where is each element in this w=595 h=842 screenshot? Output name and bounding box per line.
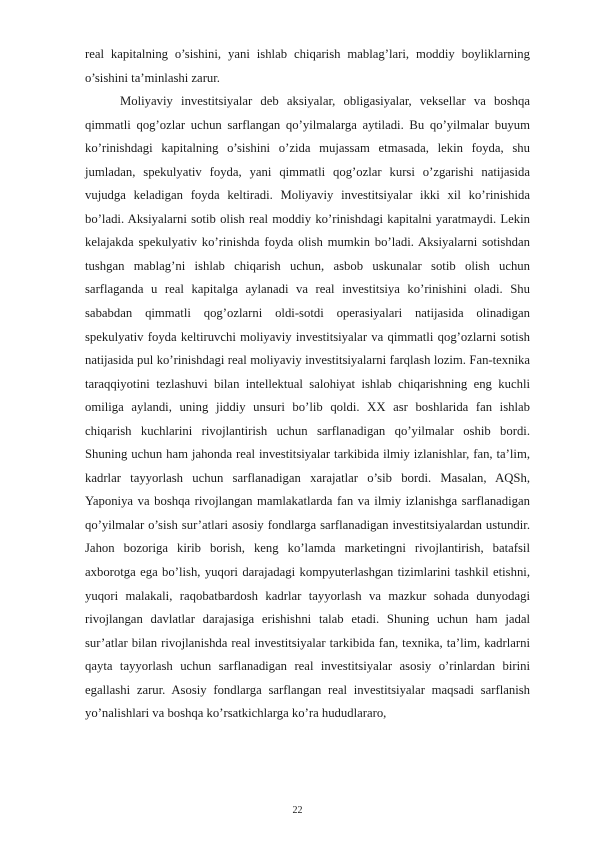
paragraph-continuation: real kapitalning o’sishini, yani ishlab chiqarish mablag’lari, moddiy boyliklarning o’sishini ta’minlashi zarur. bbox=[85, 47, 530, 85]
body-text bbox=[85, 43, 530, 726]
page-number: 22 bbox=[292, 805, 303, 816]
paragraph-financial-investments: Moliyaviy investitsiyalar deb aksiyalar, obligasiyalar, veksellar va boshqa qimmatli qog’ozlar uchun sarflangan qo’yilmalarga aytiladi. Bu qo’yilmalar buyum ko’rinishdagi kapitalning o’sishini o’zida mujassam etmasada, lekin foyda, shu jumladan, spekulyativ foyda, yani qimmatli qog’ozlar kursi o’zgarishi natijasida vujudga keladigan foyda keltiradi. Moliyaviy investitsiyalar ikki xil ko’rinishida bo’ladi. Aksiyalarni sotib olish real moddiy ko’rinishdagi kapitalni yaratmaydi. Lekin kelajakda spekulyativ ko’rinishda foyda olish mumkin bo’ladi. Aksiyalarni sotishdan tushgan mablag’ni ishlab chiqarish uchun, asbob uskunalar sotib olish uchun sarflaganda u real kapitalga aylanadi va real investitsiya ko’rinishini oladi. Shu sababdan qimmatli qog’ozlarni oldi-sotdi operasiyalari natijasida olinadigan spekulyativ foyda keltiruvchi moliyaviy investitsiyalar va qimmatli qog’ozlarni sotish natijasida pul ko’rinishdagi real moliyaviy investitsiyalarni farqlash lozim. Fan-texnika taraqqiyotini tezlashuvi bilan intellektual salohiyat ishlab chiqarishning eng kuchli omiliga aylandi, uning jiddiy unsuri bo’lib qoldi. XX asr boshlarida fan ishlab chiqarish kuchlarini rivojlantirish uchun sarflanadigan qo’yilmalar oshib bordi. Shuning uchun ham jahonda real investitsiyalar tarkibida ilmiy izlanishlar, fan, ta’lim, kadrlar tayyorlash uchun sarflanadigan xarajatlar o’sib bordi. Masalan, AQSh, Yaponiya va boshqa rivojlangan mamlakatlarda fan va ilmiy izlanishga sarflanadigan qo’yilmalar o’sish sur’atlari asosiy fondlarga sarflanadigan investitsiyalardan ustundir. Jahon bozoriga kirib borish, keng ko’lamda marketingni rivojlantirish, batafsil axborotga ega bo’lish, yuqori darajadagi kompyuterlashgan tizimlarini tashkil etishni, yuqori malakali, raqobatbardosh kadrlar tayyorlash va mazkur sohada dunyodagi rivojlangan davlatlar darajasiga erishishni talab etadi. Shuning uchun ham jadal sur’atlar bilan rivojlanishda real investitsiyalar tarkibida fan, texnika, ta’lim, kadrlarni qayta tayyorlash uchun sarflanadigan real investitsiyalar asosiy o’rinlardan birini egallashi zarur. Asosiy fondlarga sarflangan real investitsiyalar maqsadi sarflanish yo’nalishlari va boshqa ko’rsatkichlarga ko’ra hududlararo, bbox=[85, 94, 530, 721]
